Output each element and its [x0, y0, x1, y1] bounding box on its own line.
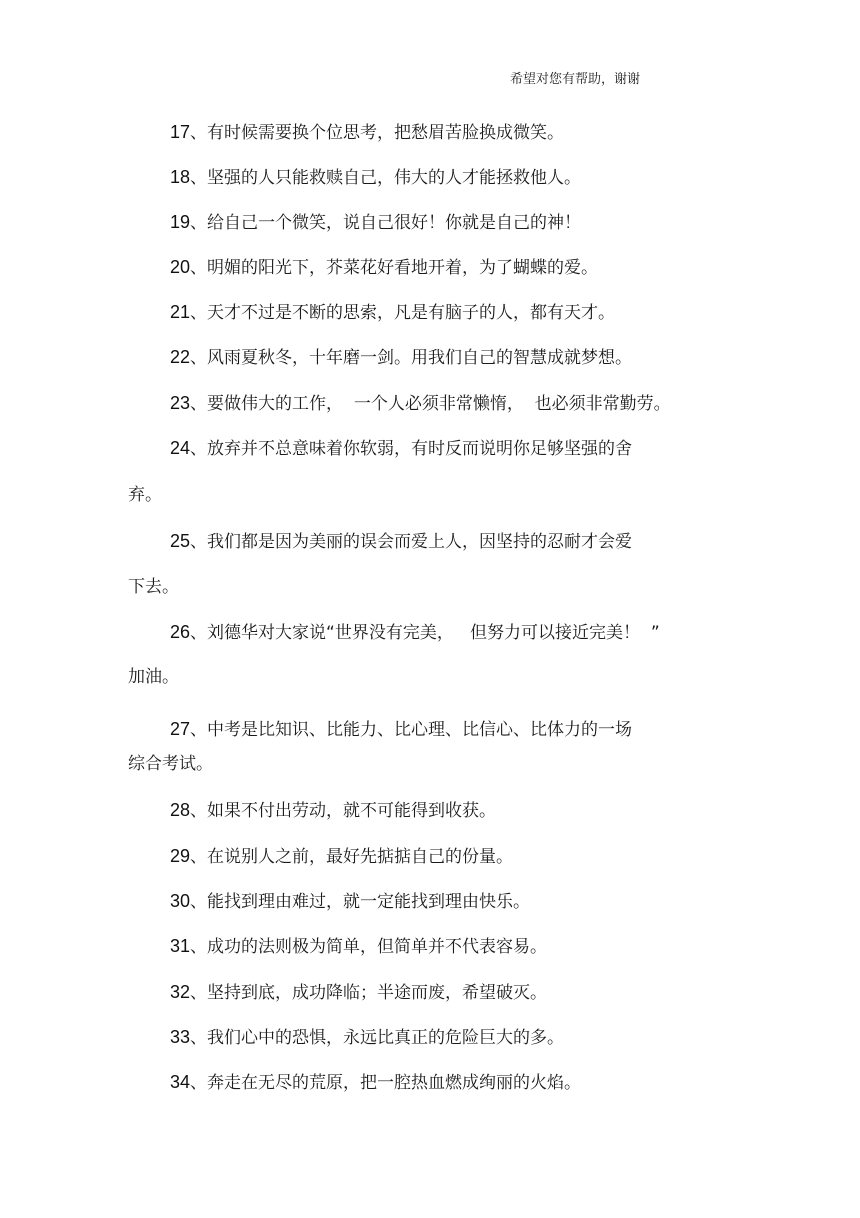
quote-text: 、给自己一个微笑，说自己很好！你就是自己的神！ — [190, 213, 582, 233]
quote-line — [170, 1026, 564, 1049]
quote-text: 、有时候需要换个位思考，把愁眉苦脸换成微笑。 — [190, 123, 565, 143]
quote-number: 28 — [170, 800, 191, 820]
quote-line — [170, 935, 547, 958]
quote-line-continuation — [128, 484, 162, 506]
quote-number: 22 — [170, 347, 191, 367]
quote-line — [170, 256, 598, 279]
quote-line — [170, 437, 632, 460]
quote-line — [170, 166, 581, 189]
quote-text: 、我们心中的恐惧，永远比真正的危险巨大的多。 — [190, 1028, 565, 1048]
quote-text: 、能找到理由难过，就一定能找到理由快乐。 — [190, 892, 531, 912]
quote-number: 20 — [170, 257, 191, 277]
quote-line — [170, 718, 632, 741]
quote-number: 26 — [170, 622, 191, 642]
quote-text: 、如果不付出劳动，就不可能得到收获。 — [190, 801, 497, 821]
quote-text: 、成功的法则极为简单，但简单并不代表容易。 — [190, 937, 548, 957]
quote-line — [170, 1071, 581, 1094]
quote-line-continuation — [128, 753, 213, 775]
quote-text: 、在说别人之前，最好先掂掂自己的份量。 — [190, 847, 514, 867]
quote-text: 、我们都是因为美丽的误会而爱上人，因坚持的忍耐才会爱 — [190, 532, 633, 552]
quote-number: 34 — [170, 1072, 191, 1092]
quote-text: 加油。 — [128, 667, 179, 687]
quote-line — [170, 890, 530, 913]
quote-line — [170, 981, 547, 1004]
quote-text: 、风雨夏秋冬，十年磨一剑。用我们自己的智慧成就梦想。 — [190, 348, 633, 368]
quote-number: 21 — [170, 302, 191, 322]
quote-line — [170, 392, 671, 415]
quote-line — [170, 621, 660, 644]
quote-line — [170, 301, 615, 324]
quote-number: 18 — [170, 167, 191, 187]
quote-line — [170, 530, 632, 553]
quote-number: 25 — [170, 531, 191, 551]
quote-text: 、坚持到底，成功降临；半途而废，希望破灭。 — [190, 983, 548, 1003]
quote-line-continuation — [128, 666, 179, 688]
quote-number: 23 — [170, 393, 191, 413]
quote-number: 30 — [170, 891, 191, 911]
quote-line — [170, 346, 632, 369]
quote-line — [170, 845, 513, 868]
quote-number: 27 — [170, 719, 191, 739]
quote-number: 32 — [170, 982, 191, 1002]
quote-line — [170, 121, 564, 144]
quote-number: 33 — [170, 1027, 191, 1047]
quote-text: 弃。 — [128, 485, 162, 505]
quote-number: 24 — [170, 438, 191, 458]
quote-line-continuation — [128, 576, 179, 598]
quote-text: 、明媚的阳光下，芥菜花好看地开着，为了蝴蝶的爱。 — [190, 258, 599, 278]
quote-line — [170, 211, 581, 234]
quote-text: 、要做伟大的工作， 一个人必须非常懒惰， 也必须非常勤劳。 — [190, 394, 671, 414]
page-header-note: 希望对您有帮助，谢谢 — [510, 72, 641, 87]
quote-text: 综合考试。 — [128, 754, 213, 774]
quote-text: 、放弃并不总意味着你软弱，有时反而说明你足够坚强的舍 — [190, 439, 633, 459]
quote-number: 29 — [170, 846, 191, 866]
quote-text: 、天才不过是不断的思索，凡是有脑子的人，都有天才。 — [190, 303, 616, 323]
quote-text: 、坚强的人只能救赎自己，伟大的人才能拯救他人。 — [190, 168, 582, 188]
quote-number: 19 — [170, 212, 191, 232]
quote-number: 31 — [170, 936, 191, 956]
quote-line — [170, 799, 496, 822]
quote-text: 下去。 — [128, 577, 179, 597]
quote-text: 、刘德华对大家说“世界没有完美， 但努力可以接近完美！ ” — [190, 623, 660, 643]
quote-number: 17 — [170, 122, 191, 142]
quote-text: 、奔走在无尽的荒原，把一腔热血燃成绚丽的火焰。 — [190, 1073, 582, 1093]
quote-text: 、中考是比知识、比能力、比心理、比信心、比体力的一场 — [190, 720, 633, 740]
